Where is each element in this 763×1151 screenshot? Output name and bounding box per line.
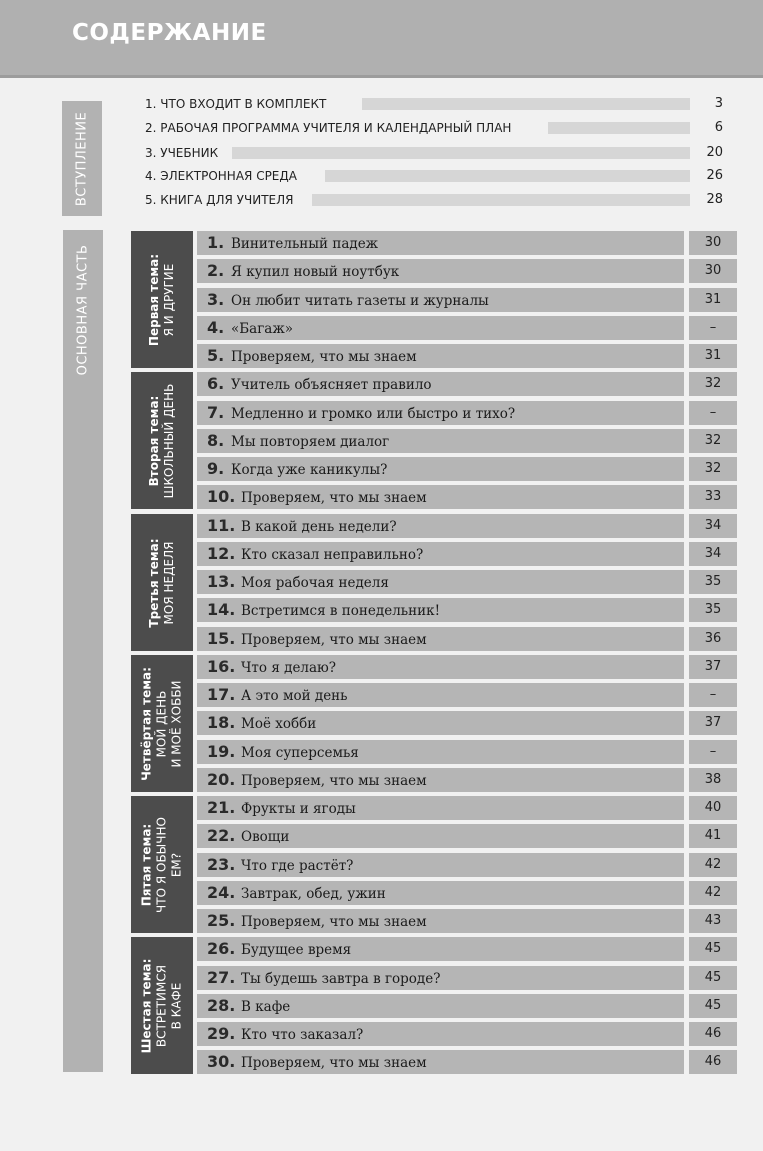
topic-heading: Вторая тема: [147,395,161,486]
lesson-title: Что я делаю? [241,660,337,676]
lesson-row [197,683,684,707]
lesson-row [197,598,684,622]
lesson-page: 45 [689,994,737,1018]
lesson-page: 34 [689,514,737,538]
topic-label [140,958,185,1053]
lesson-page: 45 [689,937,737,961]
intro-item-label: 2. РАБОЧАЯ ПРОГРАММА УЧИТЕЛЯ И КАЛЕНДАРНЫЙ ПЛАН [145,121,512,135]
lesson-number: 26. [207,939,236,958]
lesson-title: Ты будешь завтра в городе? [241,971,441,987]
topic-block [131,655,193,792]
lesson-page: 32 [689,372,737,396]
lesson-number: 2. [207,261,225,280]
lesson-title: Проверяем, что мы знаем [241,632,427,648]
lesson-row [197,514,684,538]
lesson-title: А это мой день [241,688,348,704]
lesson-title: Что где растёт? [241,858,354,874]
lesson-row [197,231,684,255]
lesson-row [197,937,684,961]
lesson-title: Проверяем, что мы знаем [241,914,427,930]
topic-title-line1: МОЯ НЕДЕЛЯ [162,541,176,624]
lesson-number: 12. [207,544,236,563]
lesson-row [197,485,684,509]
lesson-title: Проверяем, что мы знаем [241,773,427,789]
intro-leader-bar [548,122,690,134]
lesson-row [197,570,684,594]
lesson-number: 29. [207,1024,236,1043]
lesson-number: 20. [207,770,236,789]
lesson-title: Встретимся в понедельник! [241,603,441,619]
lesson-page: 46 [689,1050,737,1074]
lesson-row [197,457,684,481]
lesson-number: 3. [207,290,225,309]
lesson-title: Моя рабочая неделя [241,575,389,591]
lesson-number: 10. [207,487,236,506]
lesson-row [197,627,684,651]
lesson-row [197,372,684,396]
lesson-number: 21. [207,798,236,817]
lesson-title: Когда уже каникулы? [231,462,388,478]
lesson-title: Я купил новый ноутбук [231,264,400,280]
lesson-page: 32 [689,429,737,453]
lesson-number: 28. [207,996,236,1015]
intro-item-label: 1. ЧТО ВХОДИТ В КОМПЛЕКТ [145,97,327,111]
lesson-row [197,288,684,312]
topic-label [140,817,185,913]
lesson-title: Завтрак, обед, ужин [241,886,386,902]
lesson-page: 43 [689,909,737,933]
topic-title-line1: ЧТО Я ОБЫЧНО [154,816,169,913]
lesson-page: 30 [689,259,737,283]
lesson-number: 8. [207,431,225,450]
intro-leader-bar [312,194,690,206]
lesson-page: 35 [689,570,737,594]
page-header [0,0,763,78]
lesson-number: 23. [207,855,236,874]
topic-label [147,253,177,345]
lesson-page: 45 [689,966,737,990]
lesson-title: Кто что заказал? [241,1027,364,1043]
lesson-page: – [689,316,737,340]
topic-block [131,231,193,368]
lesson-title: Проверяем, что мы знаем [241,1055,427,1071]
lesson-title: Кто сказал неправильно? [241,547,424,563]
lesson-row [197,994,684,1018]
lesson-number: 4. [207,318,225,337]
intro-leader-bar [325,170,690,182]
lesson-title: Медленно и громко или быстро и тихо? [231,406,516,422]
lesson-title: Будущее время [241,942,352,958]
lesson-number: 25. [207,911,236,930]
lesson-row [197,881,684,905]
intro-item-page: 28 [706,192,723,207]
lesson-title: В кафе [241,999,291,1015]
lesson-number: 14. [207,600,236,619]
topic-heading: Третья тема: [147,537,161,628]
lesson-page: 38 [689,768,737,792]
main-section-bar [63,230,103,1072]
topic-label [147,383,177,498]
lesson-row [197,401,684,425]
lesson-title: Учитель объясняет правило [231,377,432,393]
lesson-page: 32 [689,457,737,481]
lesson-title: Винительный падеж [231,236,379,252]
intro-item-label: 5. КНИГА ДЛЯ УЧИТЕЛЯ [145,193,294,207]
topic-block [131,796,193,933]
topic-title-line2: В КАФЕ [169,982,184,1029]
lesson-page: – [689,683,737,707]
lesson-number: 30. [207,1052,236,1071]
lesson-title: Моё хобби [241,716,317,732]
lesson-page: 42 [689,881,737,905]
lesson-title: «Багаж» [231,321,294,337]
intro-item-label: 4. ЭЛЕКТРОННАЯ СРЕДА [145,169,297,183]
lesson-number: 18. [207,713,236,732]
intro-item-page: 6 [714,120,723,135]
lesson-number: 6. [207,374,225,393]
topic-heading: Шестая тема: [139,958,154,1053]
lesson-page: 36 [689,627,737,651]
topic-label [140,667,185,781]
intro-item-page: 3 [714,96,723,111]
lesson-page: – [689,740,737,764]
lesson-title: Фрукты и ягоды [241,801,356,817]
intro-item-label: 3. УЧЕБНИК [145,146,219,160]
lesson-number: 27. [207,968,236,987]
topic-title-line2: И МОЁ ХОББИ [169,679,184,768]
lesson-title: Проверяем, что мы знаем [231,349,417,365]
lesson-row [197,655,684,679]
lesson-row [197,711,684,735]
lesson-number: 1. [207,233,225,252]
topic-block [131,514,193,651]
lesson-page: 40 [689,796,737,820]
intro-leader-bar [362,98,690,110]
lesson-row [197,768,684,792]
lesson-number: 17. [207,685,236,704]
lesson-title: Мы повторяем диалог [231,434,390,450]
lesson-row [197,1022,684,1046]
lesson-row [197,1050,684,1074]
intro-section-label: ВСТУПЛЕНИЕ [74,111,90,206]
topic-title-line1: ШКОЛЬНЫЙ ДЕНЬ [162,383,176,498]
topic-heading: Пятая тема: [139,823,154,906]
lesson-title: Проверяем, что мы знаем [241,490,427,506]
lesson-page: 31 [689,288,737,312]
lesson-page: – [689,401,737,425]
lesson-page: 30 [689,231,737,255]
lesson-page: 41 [689,824,737,848]
lesson-row [197,853,684,877]
topic-title-line1: Я И ДРУГИЕ [162,263,176,336]
lesson-row [197,966,684,990]
lesson-number: 19. [207,742,236,761]
intro-leader-bar [232,147,690,159]
lesson-page: 34 [689,542,737,566]
lesson-number: 9. [207,459,225,478]
lesson-number: 24. [207,883,236,902]
topic-heading: Первая тема: [147,253,161,346]
lesson-row [197,316,684,340]
lesson-row [197,429,684,453]
lesson-page: 46 [689,1022,737,1046]
lesson-number: 15. [207,629,236,648]
intro-section-bar [62,101,102,216]
lesson-row [197,824,684,848]
topic-block [131,937,193,1074]
lesson-page: 37 [689,655,737,679]
lesson-number: 22. [207,826,236,845]
lesson-title: Он любит читать газеты и журналы [231,293,489,309]
topic-title-line1: МОЙ ДЕНЬ [154,690,169,757]
intro-item-page: 20 [706,145,723,160]
lesson-row [197,909,684,933]
lesson-number: 5. [207,346,225,365]
topic-title-line2: ЕМ? [169,852,184,877]
lesson-row [197,542,684,566]
topic-heading: Четвёртая тема: [139,666,154,781]
topic-block [131,372,193,509]
lesson-page: 42 [689,853,737,877]
topic-label [147,538,177,627]
main-section-label: ОСНОВНАЯ ЧАСТЬ [75,244,91,376]
topic-title-line1: ВСТРЕТИМСЯ [154,964,169,1047]
lesson-number: 7. [207,403,225,422]
lesson-title: Моя суперсемья [241,745,359,761]
lesson-title: Овощи [241,829,290,845]
lesson-number: 16. [207,657,236,676]
lesson-page: 31 [689,344,737,368]
lesson-title: В какой день недели? [241,519,397,535]
lesson-number: 13. [207,572,236,591]
lesson-number: 11. [207,516,236,535]
intro-item-page: 26 [706,168,723,183]
lesson-row [197,259,684,283]
page-title: СОДЕРЖАНИЕ [72,20,267,46]
lesson-page: 33 [689,485,737,509]
lesson-row [197,740,684,764]
lesson-row [197,796,684,820]
lesson-page: 37 [689,711,737,735]
lesson-row [197,344,684,368]
lesson-page: 35 [689,598,737,622]
